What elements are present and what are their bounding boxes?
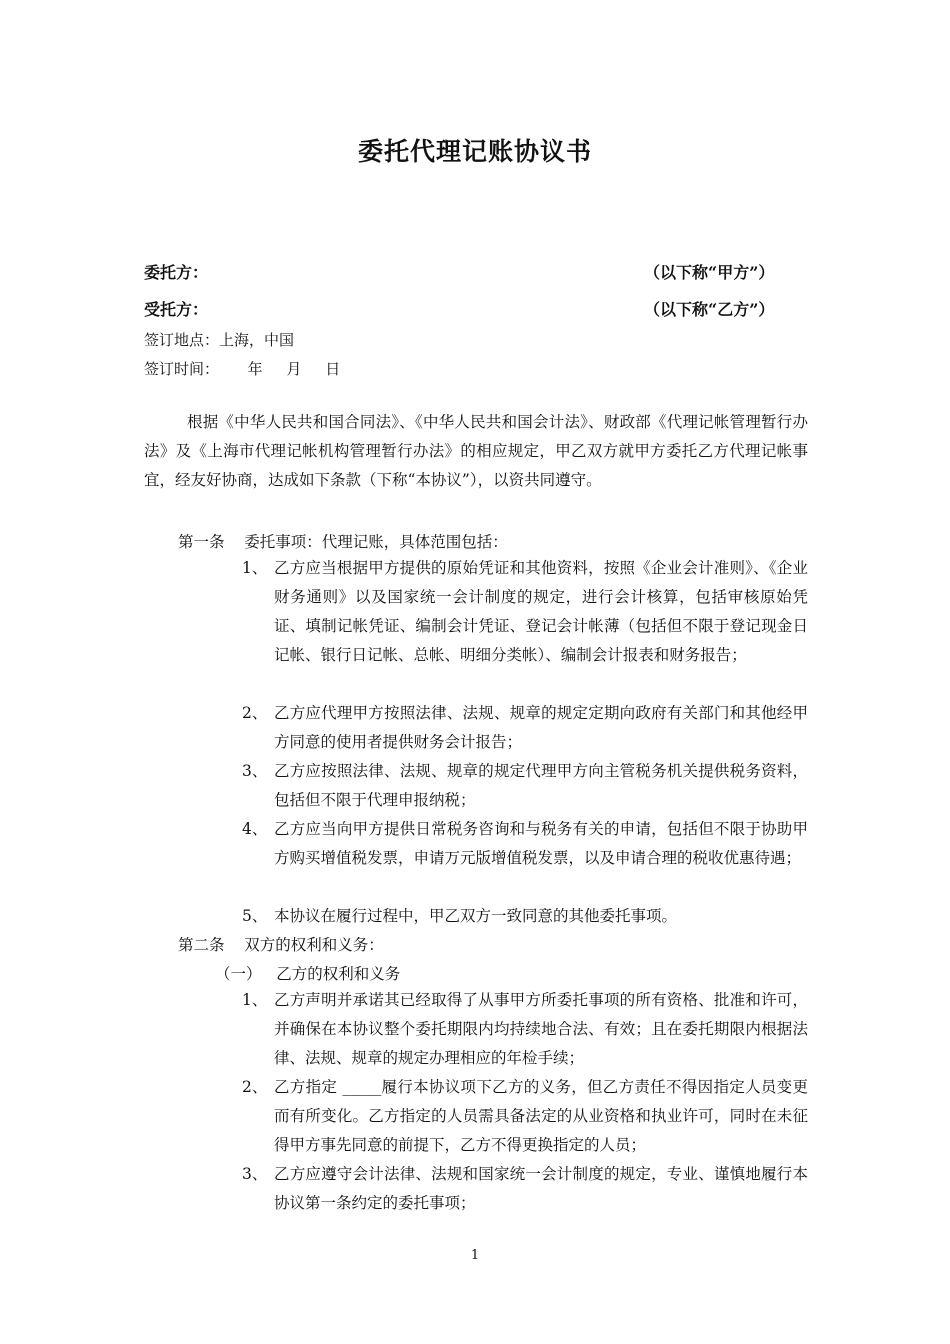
item-number: 3、 bbox=[242, 762, 268, 780]
article-2-subheading: （一） 乙方的权利和义务 bbox=[215, 965, 401, 983]
signing-date: 签订时间： 年 月 日 bbox=[144, 360, 341, 378]
article-1-item bbox=[242, 815, 808, 873]
item-text: 乙方应按照法律、法规、规章的规定代理甲方向主管税务机关提供税务资料，包括但不限于代理申报纳税； bbox=[274, 762, 808, 809]
item-number: 3、 bbox=[242, 1165, 268, 1183]
item-number: 1、 bbox=[242, 559, 268, 577]
client-alias: （以下称“甲方”） bbox=[644, 263, 775, 282]
signing-place: 签订地点：上海，中国 bbox=[144, 331, 295, 349]
item-text: 乙方应遵守会计法律、法规和国家统一会计制度的规定，专业、谨慎地履行本协议第一条约定的委托事项； bbox=[274, 1165, 808, 1212]
article-1-item bbox=[242, 757, 808, 815]
client-party-line bbox=[144, 260, 804, 283]
item-number: 5、 bbox=[242, 907, 268, 925]
item-number: 4、 bbox=[242, 820, 268, 838]
item-text: 乙方应当向甲方提供日常税务咨询和与税务有关的申请，包括但不限于协助甲方购买增值税发票，申请万元版增值税发票，以及申请合理的税收优惠待遇； bbox=[274, 820, 808, 867]
intro-paragraph: 根据《中华人民共和国合同法》、《中华人民共和国会计法》、财政部《代理记帐管理暂行办法》及《上海市代理记帐机构管理暂行办法》的相应规定，甲乙双方就甲方委托乙方代理记帐事宜，经友好协商，达成如下条款（下称“本协议”），以资共同遵守。 bbox=[144, 413, 808, 489]
item-number: 1、 bbox=[242, 991, 268, 1009]
article-1-item bbox=[242, 902, 808, 931]
agent-party-line bbox=[144, 297, 804, 320]
article-1-item bbox=[242, 699, 808, 757]
document-title: 委托代理记账协议书 bbox=[357, 137, 592, 166]
article-1-item bbox=[242, 554, 808, 670]
item-number: 2、 bbox=[242, 1078, 268, 1096]
article-1-heading: 第一条 委托事项：代理记账，具体范围包括： bbox=[178, 533, 508, 551]
agent-alias: （以下称“乙方”） bbox=[644, 300, 775, 319]
article-2-item bbox=[242, 986, 808, 1073]
article-2-item bbox=[242, 1073, 808, 1160]
item-text: 乙方指定 _____履行本协议项下乙方的义务，但乙方责任不得因指定人员变更而有所变化。乙方指定的人员需具备法定的从业资格和执业许可，同时在未征得甲方事先同意的前提下，乙方不得更换指定的人员； bbox=[274, 1078, 808, 1154]
client-label: 委托方： bbox=[144, 263, 209, 282]
page-number: 1 bbox=[470, 1248, 480, 1263]
item-text: 本协议在履行过程中，甲乙双方一致同意的其他委托事项。 bbox=[274, 907, 678, 925]
item-number: 2、 bbox=[242, 704, 268, 722]
item-text: 乙方声明并承诺其已经取得了从事甲方所委托事项的所有资格、批准和许可，并确保在本协议整个委托期限内均持续地合法、有效；且在委托期限内根据法律、法规、规章的规定办理相应的年检手续； bbox=[274, 991, 808, 1067]
article-2-item bbox=[242, 1160, 808, 1218]
agent-label: 受托方： bbox=[144, 300, 209, 319]
item-text: 乙方应当根据甲方提供的原始凭证和其他资料，按照《企业会计准则》、《企业财务通则》以及国家统一会计制度的规定，进行会计核算，包括审核原始凭证、填制记帐凭证、编制会计凭证、登记会计帐薄（包括但不限于登记现金日记帐、银行日记帐、总帐、明细分类帐）、编制会计报表和财务报告； bbox=[274, 559, 808, 664]
item-text: 乙方应代理甲方按照法律、法规、规章的规定定期向政府有关部门和其他经甲方同意的使用者提供财务会计报告； bbox=[274, 704, 808, 751]
article-2-heading: 第二条 双方的权利和义务： bbox=[178, 936, 384, 954]
